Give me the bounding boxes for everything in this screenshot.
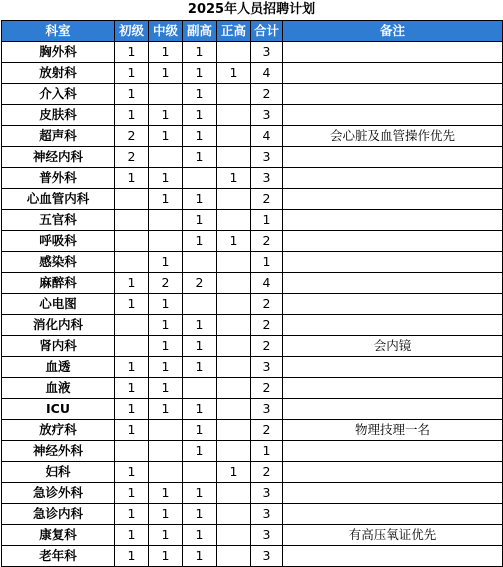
middle-cell	[149, 462, 183, 483]
middle-cell: 1	[149, 336, 183, 357]
senior-cell	[217, 147, 251, 168]
total-cell: 2	[251, 231, 283, 252]
total-cell: 4	[251, 273, 283, 294]
junior-cell: 1	[115, 105, 149, 126]
table-row	[2, 210, 503, 231]
remark-cell	[283, 357, 503, 378]
junior-cell: 1	[115, 546, 149, 567]
vice-senior-cell: 1	[183, 504, 217, 525]
junior-cell	[115, 231, 149, 252]
total-cell: 3	[251, 168, 283, 189]
table-row	[2, 462, 503, 483]
senior-cell: 1	[217, 231, 251, 252]
vice-senior-cell: 1	[183, 231, 217, 252]
middle-cell: 1	[149, 546, 183, 567]
vice-senior-cell: 1	[183, 147, 217, 168]
table-row	[2, 273, 503, 294]
total-cell: 2	[251, 294, 283, 315]
vice-senior-cell	[183, 378, 217, 399]
senior-cell	[217, 420, 251, 441]
header-remark: 备注	[283, 21, 503, 42]
senior-cell	[217, 378, 251, 399]
senior-cell	[217, 294, 251, 315]
remark-cell	[283, 462, 503, 483]
vice-senior-cell: 1	[183, 441, 217, 462]
vice-senior-cell: 1	[183, 63, 217, 84]
senior-cell	[217, 105, 251, 126]
vice-senior-cell	[183, 252, 217, 273]
table-row	[2, 294, 503, 315]
vice-senior-cell: 1	[183, 420, 217, 441]
vice-senior-cell: 1	[183, 42, 217, 63]
dept-cell: 康复科	[2, 525, 115, 546]
vice-senior-cell	[183, 168, 217, 189]
middle-cell	[149, 441, 183, 462]
dept-cell: 普外科	[2, 168, 115, 189]
vice-senior-cell: 1	[183, 399, 217, 420]
senior-cell: 1	[217, 168, 251, 189]
middle-cell: 1	[149, 189, 183, 210]
total-cell: 1	[251, 252, 283, 273]
senior-cell	[217, 126, 251, 147]
total-cell: 2	[251, 462, 283, 483]
header-senior: 正高	[217, 21, 251, 42]
remark-cell	[283, 42, 503, 63]
dept-cell: 肾内科	[2, 336, 115, 357]
junior-cell: 1	[115, 462, 149, 483]
middle-cell: 1	[149, 483, 183, 504]
middle-cell: 2	[149, 273, 183, 294]
remark-cell	[283, 147, 503, 168]
table-row	[2, 483, 503, 504]
remark-cell	[283, 273, 503, 294]
junior-cell: 1	[115, 42, 149, 63]
senior-cell	[217, 84, 251, 105]
dept-cell: 介入科	[2, 84, 115, 105]
senior-cell: 1	[217, 462, 251, 483]
vice-senior-cell: 1	[183, 336, 217, 357]
middle-cell: 1	[149, 357, 183, 378]
remark-cell	[283, 504, 503, 525]
senior-cell	[217, 525, 251, 546]
dept-cell: 心血管内科	[2, 189, 115, 210]
dept-cell: 五官科	[2, 210, 115, 231]
table-row	[2, 252, 503, 273]
middle-cell: 1	[149, 168, 183, 189]
senior-cell	[217, 546, 251, 567]
vice-senior-cell: 1	[183, 210, 217, 231]
total-cell: 2	[251, 315, 283, 336]
dept-cell: 超声科	[2, 126, 115, 147]
dept-cell: 心电图	[2, 294, 115, 315]
remark-cell	[283, 231, 503, 252]
table-row	[2, 504, 503, 525]
senior-cell	[217, 189, 251, 210]
middle-cell: 1	[149, 399, 183, 420]
remark-cell: 会心脏及血管操作优先	[283, 126, 503, 147]
remark-cell	[283, 315, 503, 336]
remark-cell	[283, 252, 503, 273]
header-row	[2, 21, 503, 42]
table-row	[2, 525, 503, 546]
header-dept: 科室	[2, 21, 115, 42]
junior-cell: 1	[115, 399, 149, 420]
middle-cell: 1	[149, 63, 183, 84]
middle-cell	[149, 210, 183, 231]
senior-cell	[217, 273, 251, 294]
junior-cell: 1	[115, 525, 149, 546]
middle-cell: 1	[149, 315, 183, 336]
dept-cell: 消化内科	[2, 315, 115, 336]
senior-cell	[217, 483, 251, 504]
middle-cell: 1	[149, 525, 183, 546]
remark-cell	[283, 399, 503, 420]
remark-cell	[283, 210, 503, 231]
remark-cell	[283, 84, 503, 105]
middle-cell: 1	[149, 105, 183, 126]
total-cell: 2	[251, 189, 283, 210]
total-cell: 2	[251, 420, 283, 441]
dept-cell: 放疗科	[2, 420, 115, 441]
vice-senior-cell: 1	[183, 525, 217, 546]
vice-senior-cell: 1	[183, 105, 217, 126]
junior-cell	[115, 252, 149, 273]
senior-cell	[217, 252, 251, 273]
dept-cell: 感染科	[2, 252, 115, 273]
total-cell: 1	[251, 210, 283, 231]
table-row	[2, 126, 503, 147]
junior-cell	[115, 189, 149, 210]
table-body	[2, 42, 503, 567]
table-row	[2, 399, 503, 420]
remark-cell: 物理技理一名	[283, 420, 503, 441]
vice-senior-cell: 1	[183, 315, 217, 336]
junior-cell: 2	[115, 147, 149, 168]
senior-cell	[217, 42, 251, 63]
middle-cell: 1	[149, 504, 183, 525]
middle-cell: 1	[149, 126, 183, 147]
junior-cell: 1	[115, 357, 149, 378]
senior-cell	[217, 399, 251, 420]
header-middle: 中级	[149, 21, 183, 42]
vice-senior-cell: 1	[183, 357, 217, 378]
header-junior: 初级	[115, 21, 149, 42]
middle-cell	[149, 420, 183, 441]
total-cell: 3	[251, 42, 283, 63]
recruitment-table	[1, 20, 503, 567]
middle-cell: 1	[149, 42, 183, 63]
junior-cell: 1	[115, 84, 149, 105]
junior-cell: 1	[115, 273, 149, 294]
senior-cell	[217, 210, 251, 231]
total-cell: 1	[251, 441, 283, 462]
junior-cell: 1	[115, 483, 149, 504]
junior-cell: 1	[115, 63, 149, 84]
remark-cell	[283, 483, 503, 504]
junior-cell	[115, 441, 149, 462]
senior-cell	[217, 336, 251, 357]
table-row	[2, 315, 503, 336]
table-row	[2, 546, 503, 567]
remark-cell	[283, 441, 503, 462]
vice-senior-cell	[183, 462, 217, 483]
vice-senior-cell: 1	[183, 483, 217, 504]
vice-senior-cell: 1	[183, 189, 217, 210]
junior-cell: 2	[115, 126, 149, 147]
junior-cell: 1	[115, 294, 149, 315]
table-row	[2, 441, 503, 462]
table-row	[2, 147, 503, 168]
dept-cell: ICU	[2, 399, 115, 420]
total-cell: 3	[251, 105, 283, 126]
table-row	[2, 189, 503, 210]
vice-senior-cell: 1	[183, 126, 217, 147]
senior-cell	[217, 441, 251, 462]
junior-cell: 1	[115, 420, 149, 441]
header-total: 合计	[251, 21, 283, 42]
junior-cell	[115, 210, 149, 231]
total-cell: 3	[251, 483, 283, 504]
junior-cell: 1	[115, 168, 149, 189]
vice-senior-cell: 1	[183, 546, 217, 567]
table-row	[2, 420, 503, 441]
recruitment-sheet	[1, 0, 502, 567]
junior-cell	[115, 315, 149, 336]
middle-cell: 1	[149, 252, 183, 273]
total-cell: 3	[251, 357, 283, 378]
header-vice-senior: 副高	[183, 21, 217, 42]
dept-cell: 呼吸科	[2, 231, 115, 252]
middle-cell	[149, 147, 183, 168]
dept-cell: 皮肤科	[2, 105, 115, 126]
table-row	[2, 168, 503, 189]
remark-cell	[283, 378, 503, 399]
vice-senior-cell: 2	[183, 273, 217, 294]
vice-senior-cell: 1	[183, 84, 217, 105]
total-cell: 3	[251, 525, 283, 546]
junior-cell	[115, 336, 149, 357]
middle-cell	[149, 84, 183, 105]
dept-cell: 血液	[2, 378, 115, 399]
remark-cell	[283, 63, 503, 84]
total-cell: 3	[251, 399, 283, 420]
table-row	[2, 336, 503, 357]
table-row	[2, 357, 503, 378]
total-cell: 3	[251, 147, 283, 168]
table-row	[2, 63, 503, 84]
senior-cell: 1	[217, 63, 251, 84]
senior-cell	[217, 504, 251, 525]
dept-cell: 放射科	[2, 63, 115, 84]
sheet-title: 2025年人员招聘计划	[187, 2, 316, 17]
middle-cell	[149, 231, 183, 252]
total-cell: 3	[251, 546, 283, 567]
junior-cell: 1	[115, 504, 149, 525]
remark-cell	[283, 546, 503, 567]
vice-senior-cell	[183, 294, 217, 315]
dept-cell: 妇科	[2, 462, 115, 483]
dept-cell: 急诊内科	[2, 504, 115, 525]
table-row	[2, 42, 503, 63]
table-row	[2, 105, 503, 126]
dept-cell: 急诊外科	[2, 483, 115, 504]
table-row	[2, 231, 503, 252]
dept-cell: 胸外科	[2, 42, 115, 63]
dept-cell: 血透	[2, 357, 115, 378]
dept-cell: 麻醉科	[2, 273, 115, 294]
middle-cell: 1	[149, 294, 183, 315]
total-cell: 4	[251, 63, 283, 84]
table-row	[2, 378, 503, 399]
total-cell: 4	[251, 126, 283, 147]
middle-cell: 1	[149, 378, 183, 399]
remark-cell	[283, 189, 503, 210]
remark-cell: 会内镜	[283, 336, 503, 357]
dept-cell: 神经外科	[2, 441, 115, 462]
total-cell: 2	[251, 378, 283, 399]
dept-cell: 老年科	[2, 546, 115, 567]
senior-cell	[217, 357, 251, 378]
remark-cell: 有高压氧证优先	[283, 525, 503, 546]
senior-cell	[217, 315, 251, 336]
dept-cell: 神经内科	[2, 147, 115, 168]
table-row	[2, 84, 503, 105]
total-cell: 2	[251, 336, 283, 357]
total-cell: 3	[251, 504, 283, 525]
remark-cell	[283, 294, 503, 315]
remark-cell	[283, 168, 503, 189]
remark-cell	[283, 105, 503, 126]
junior-cell: 1	[115, 378, 149, 399]
total-cell: 2	[251, 84, 283, 105]
